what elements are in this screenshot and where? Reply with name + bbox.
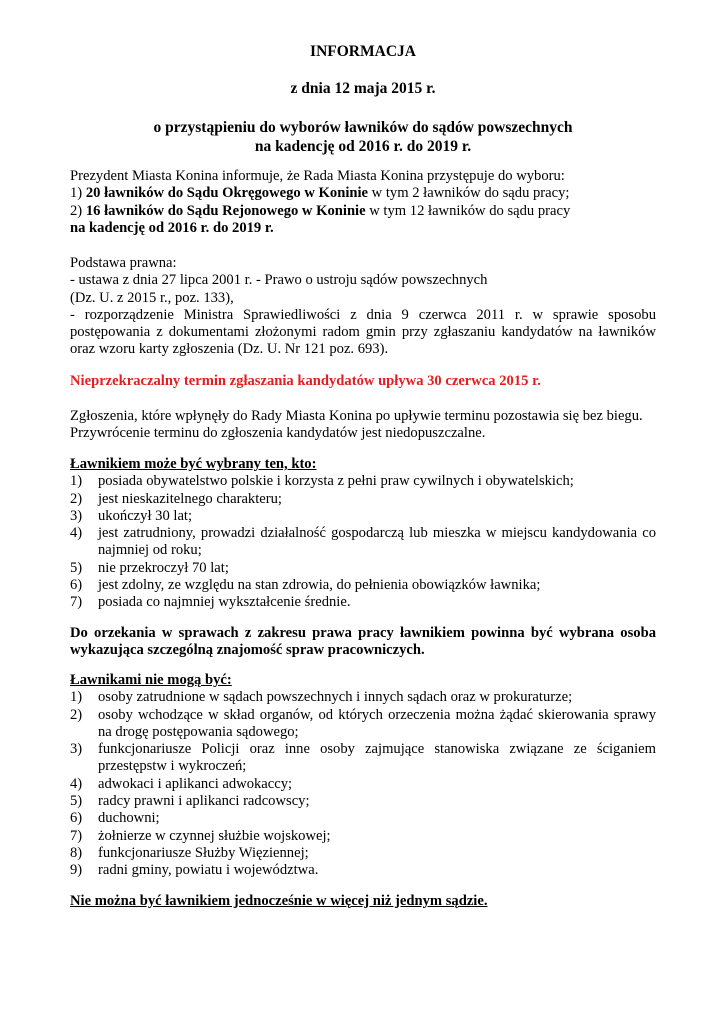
exclusion-item-num: 6)	[70, 810, 83, 827]
exclusion-item-text: adwokaci i aplikanci adwokaccy;	[98, 775, 293, 792]
intro-term: na kadencję od 2016 r. do 2019 r.	[70, 219, 274, 236]
exclusion-item	[70, 862, 656, 879]
eligibility-item-num: 3)	[70, 507, 83, 524]
exclusion-item-num: 8)	[70, 844, 83, 861]
eligibility-item	[70, 594, 656, 611]
eligibility-item-num: 4)	[70, 525, 83, 542]
intro-item-1-num: 1)	[70, 185, 83, 202]
document-date: z dnia 12 maja 2015 r.	[290, 80, 436, 97]
eligibility-item-num: 2)	[70, 490, 83, 507]
eligibility-item	[70, 508, 656, 525]
eligibility-item-text: jest zatrudniony, prowadzi działalność gospodarczą lub mieszka w miejscu kandydowania co najmniej od roku;	[98, 525, 656, 559]
eligibility-heading	[70, 456, 656, 473]
intro-item-1-rest: w tym 2 ławników do sądu pracy;	[368, 185, 570, 202]
eligibility-item-num: 1)	[70, 473, 83, 490]
exclusion-item	[70, 845, 656, 862]
intro-item-2	[70, 203, 656, 220]
late-notice-section	[70, 408, 656, 443]
document-subject	[70, 118, 656, 156]
legal-basis-line-1: - ustawa z dnia 27 lipca 2001 r. - Prawo o ustroju sądów powszechnych	[70, 272, 488, 289]
exclusion-item-text: osoby zatrudnione w sądach powszechnych i innych sądach oraz w prokuraturze;	[98, 689, 573, 706]
intro-item-2-bold: 16 ławników do Sądu Rejonowego w Koninie	[85, 202, 366, 219]
eligibility-item	[70, 491, 656, 508]
eligibility-item	[70, 525, 656, 560]
eligibility-section	[70, 456, 656, 612]
exclusion-item	[70, 776, 656, 793]
exclusion-item-text: funkcjonariusze Policji oraz inne osoby zajmujące stanowiska związane ze ściganiem przestępstw i wykroczeń;	[98, 741, 656, 775]
late-notice-line-1: Zgłoszenia, które wpłynęły do Rady Miasta Konina po upływie terminu pozostawia się bez biegu.	[70, 408, 643, 424]
exclusion-item-text: radcy prawni i aplikanci radcowscy;	[98, 793, 310, 810]
eligibility-item-text: jest zdolny, ze względu na stan zdrowia, do pełnienia obowiązków ławnika;	[98, 577, 541, 594]
eligibility-item-text: jest nieskazitelnego charakteru;	[98, 490, 282, 507]
exclusion-item	[70, 689, 656, 706]
eligibility-item-num: 5)	[70, 559, 83, 576]
eligibility-item-text: posiada obywatelstwo polskie i korzysta z pełni praw cywilnych i obywatelskich;	[98, 473, 574, 490]
exclusions-section	[70, 672, 656, 880]
exclusion-item	[70, 793, 656, 810]
intro-section	[70, 168, 656, 237]
labor-court-note: Do orzekania w sprawach z zakresu prawa pracy ławnikiem powinna być wybrana osoba wykazująca szczególną znajomość spraw pracowniczych.	[70, 625, 656, 659]
legal-basis-paragraph: - rozporządzenie Ministra Sprawiedliwości z dnia 9 czerwca 2011 r. w sprawie sposobu postępowania z dokumentami złożonymi radom gmin przy zgłaszaniu kandydatów na ławników oraz wzoru karty zgłoszenia (Dz. U. Nr 121 poz. 693).	[70, 306, 656, 358]
legal-basis-line-2: (Dz. U. z 2015 r., poz. 133),	[70, 289, 234, 306]
exclusions-heading-text: Ławnikami nie mogą być:	[70, 672, 232, 688]
legal-basis-section	[70, 255, 656, 359]
exclusion-item-text: duchowni;	[98, 810, 160, 827]
exclusion-item-text: radni gminy, powiatu i województwa.	[98, 862, 319, 879]
final-note-text: Nie można być ławnikiem jednocześnie w więcej niż jednym sądzie.	[70, 893, 488, 909]
exclusion-item	[70, 707, 656, 742]
document-title: INFORMACJA	[310, 43, 416, 60]
intro-item-1-bold: 20 ławników do Sądu Okręgowego w Koninie	[85, 185, 369, 202]
intro-line: Prezydent Miasta Konina informuje, że Rada Miasta Konina przystępuje do wyboru:	[70, 168, 565, 184]
exclusion-item-num: 7)	[70, 827, 83, 844]
intro-item-1	[70, 185, 656, 202]
eligibility-item-num: 6)	[70, 577, 83, 594]
eligibility-item	[70, 577, 656, 594]
eligibility-item	[70, 473, 656, 490]
exclusion-item	[70, 741, 656, 776]
exclusion-item-text: osoby wchodzące w skład organów, od których orzeczenia można żądać skierowania sprawy na drogę postępowania sądowego;	[98, 706, 656, 740]
intro-item-2-num: 2)	[70, 202, 83, 219]
exclusion-item-text: funkcjonariusze Służby Więziennej;	[98, 844, 309, 861]
exclusion-item-num: 1)	[70, 689, 83, 706]
exclusion-item-text: żołnierze w czynnej służbie wojskowej;	[98, 827, 331, 844]
late-notice-line-2: Przywrócenie terminu do zgłoszenia kandydatów jest niedopuszczalne.	[70, 425, 486, 442]
eligibility-heading-text: Ławnikiem może być wybrany ten, kto:	[70, 456, 317, 472]
exclusion-item-num: 2)	[70, 706, 83, 723]
deadline-notice: Nieprzekraczalny termin zgłaszania kandydatów upływa 30 czerwca 2015 r.	[70, 373, 541, 389]
intro-item-2-rest: w tym 12 ławników do sądu pracy	[365, 202, 571, 219]
eligibility-item-text: ukończył 30 lat;	[98, 507, 193, 524]
eligibility-item-text: nie przekroczył 70 lat;	[98, 559, 229, 576]
exclusion-item-num: 3)	[70, 741, 83, 758]
exclusions-heading	[70, 672, 656, 689]
final-note	[70, 893, 656, 910]
exclusion-item-num: 4)	[70, 775, 83, 792]
eligibility-item-text: posiada co najmniej wykształcenie średnie.	[98, 594, 351, 611]
eligibility-item	[70, 560, 656, 577]
exclusion-item-num: 9)	[70, 862, 83, 879]
eligibility-list	[70, 473, 656, 611]
exclusion-item	[70, 810, 656, 827]
legal-basis-heading: Podstawa prawna:	[70, 255, 177, 271]
exclusions-list	[70, 689, 656, 879]
eligibility-item-num: 7)	[70, 594, 83, 611]
subject-line-2: na kadencję od 2016 r. do 2019 r.	[254, 138, 472, 155]
subject-line-1: o przystąpieniu do wyborów ławników do sądów powszechnych	[153, 119, 573, 136]
exclusion-item	[70, 828, 656, 845]
exclusion-item-num: 5)	[70, 793, 83, 810]
